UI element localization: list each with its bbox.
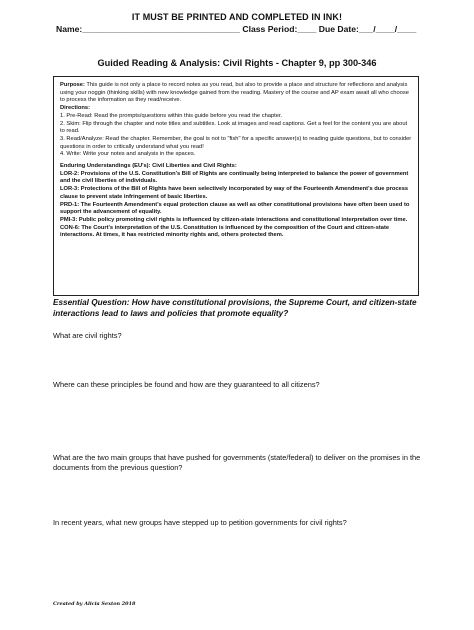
direction-item: 2. Skim: Flip through the chapter and note titles and subtitles. Look at images and read captions. Get a feel for the content you are about to read.: [60, 120, 408, 135]
direction-item: 1. Pre-Read: Read the prompts/questions within this guide before you read the chapter.: [60, 112, 283, 119]
eu-item: LOR-2: Provisions of the U.S. Constitution's Bill of Rights are continually being interpreted to balance the power of government and the civil liberties of individuals.: [60, 170, 409, 185]
purpose-paragraph: [60, 82, 412, 105]
direction-item: 4. Write: Write your notes and analysis in the spaces.: [60, 151, 196, 158]
eu-item: LOR-3: Protections of the Bill of Rights have been selectively incorporated by way of the Fourteenth Amendment's due process clause to prevent state infringement of basic liberties.: [60, 186, 409, 200]
purpose-text: This guide is not only a place to record notes as you read, but also to provide a place and structure for reflections and analysis using your noggin (thinking skills) with new knowledge gained from the reading. Mastery of the course and AP exam await all who choose to process the information as they read/receive.: [60, 82, 409, 104]
eu-item: CON-6: The Court's interpretation of the U.S. Constitution is influenced by the composition of the Court and citizen-state interactions. At times, it has restricted minority rights and, others protected them.: [60, 224, 390, 239]
eu-heading: Enduring Understandings (EU's): Civil Liberties and Civil Rights:: [60, 163, 237, 170]
eu-item: PMI-3: Public policy promoting civil rights is influenced by citizen-state interactions and constitutional interpretation over time.: [60, 216, 408, 223]
instructions-box: [53, 76, 419, 296]
question-new-groups: In recent years, what new groups have stepped up to petition governments for civil rights?: [53, 518, 347, 527]
question-civil-rights: What are civil rights?: [53, 331, 122, 340]
question-principles: Where can these principles be found and how are they guaranteed to all citizens?: [53, 380, 320, 389]
ink-warning: IT MUST BE PRINTED AND COMPLETED IN INK!: [131, 12, 343, 22]
author-credit: Created by Alicia Sexton 2018: [53, 601, 136, 607]
essential-question: Essential Question: How have constitutional provisions, the Supreme Court, and citizen-state interactions lead to laws and policies that promote equality?: [53, 298, 417, 318]
direction-item: 3. Read/Analyze: Read the chapter. Remember, the goal is not to "fish" for a specific answer(s) to reading guide questions, but to consider questions in order to critically understand what you read!: [60, 135, 412, 150]
eu-item: PRD-1: The Fourteenth Amendment's equal protection clause as well as other constitutional provisions have often been used to support the advancement of equality.: [60, 201, 410, 216]
directions-label: Directions:: [60, 105, 91, 112]
page-title: Guided Reading & Analysis: Civil Rights - Chapter 9, pp 300-346: [97, 58, 377, 68]
question-main-groups: What are the two main groups that have pushed for governments (state/federal) to deliver on the promises in the documents from the previous question?: [53, 453, 421, 472]
student-info-line: Name:_________________________________ Class Period:____ Due Date:___/____/____: [56, 24, 417, 34]
purpose-label: Purpose:: [60, 82, 85, 88]
